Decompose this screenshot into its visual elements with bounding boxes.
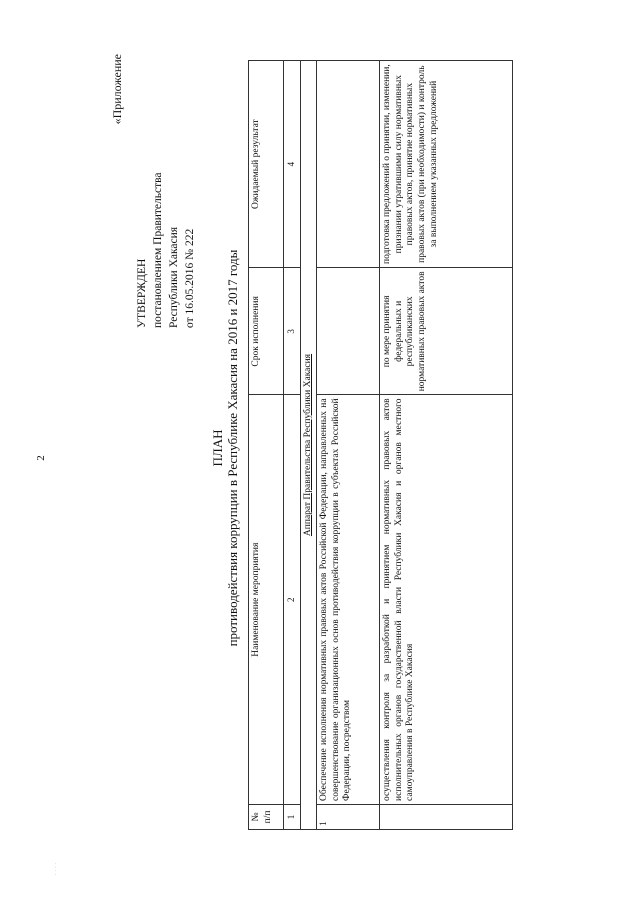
header-deadline: Срок исполнения	[249, 268, 284, 395]
row-deadline	[317, 268, 380, 395]
approval-line-2: Республики Хакасия	[168, 226, 180, 328]
column-number-4: 4	[284, 61, 301, 268]
approval-title: УТВЕРЖДЕН	[136, 258, 148, 328]
row-deadline: по мере принятия федеральных и республиканских нормативных правовых актов	[380, 268, 513, 395]
plan-subtitle: противодействия коррупции в Республике Хакасия на 2016 и 2017 годы	[225, 249, 240, 647]
header-event: Наименование мероприятия	[249, 395, 284, 805]
plan-heading	[210, 48, 240, 848]
scan-mark: · · · ·	[53, 862, 60, 876]
page-number: 2	[34, 455, 47, 461]
plan-table	[248, 60, 513, 830]
column-number-3: 3	[284, 268, 301, 395]
header-num: № п/п	[249, 804, 284, 829]
approval-block	[134, 172, 198, 328]
section-cell	[300, 61, 317, 830]
approval-line-1: постановлением Правительства	[152, 172, 164, 328]
row-num: 1	[317, 804, 380, 829]
table-row	[317, 61, 380, 830]
section-row	[300, 61, 317, 830]
plan-title: ПЛАН	[210, 429, 225, 467]
row-event: осуществления контроля за разработкой и принятием нормативных правовых актов исполнительных органов государственной власти Республики Хакасия и органов местного самоуправления в Республике Хакасия	[380, 395, 513, 805]
table-row	[380, 61, 513, 830]
row-result	[317, 61, 380, 268]
appendix-label: «Приложение	[110, 54, 124, 125]
row-num	[380, 804, 513, 829]
row-result: подготовка предложений о принятии, изменении, признании утратившими силу нормативных правовых актов, принятие нормативных правовых актов (при необходимости) и контроль за выполнением указанных предложений	[380, 61, 513, 268]
column-number-2: 2	[284, 395, 301, 805]
approval-line-3: от 16.05.2016 № 222	[184, 228, 196, 328]
column-number-row	[284, 61, 301, 830]
column-number-1: 1	[284, 804, 301, 829]
section-title: Аппарат Правительства Республики Хакасия	[302, 353, 313, 537]
document-sheet	[100, 48, 540, 848]
row-event: Обеспечение исполнения нормативных правовых актов Российской Федерации, направленных на совершенствование организационных основ противодействия коррупции в субъектах Российской Федерации, посредством	[317, 395, 380, 805]
header-result: Ожидаемый результат	[249, 61, 284, 268]
table-header-row	[249, 61, 284, 830]
